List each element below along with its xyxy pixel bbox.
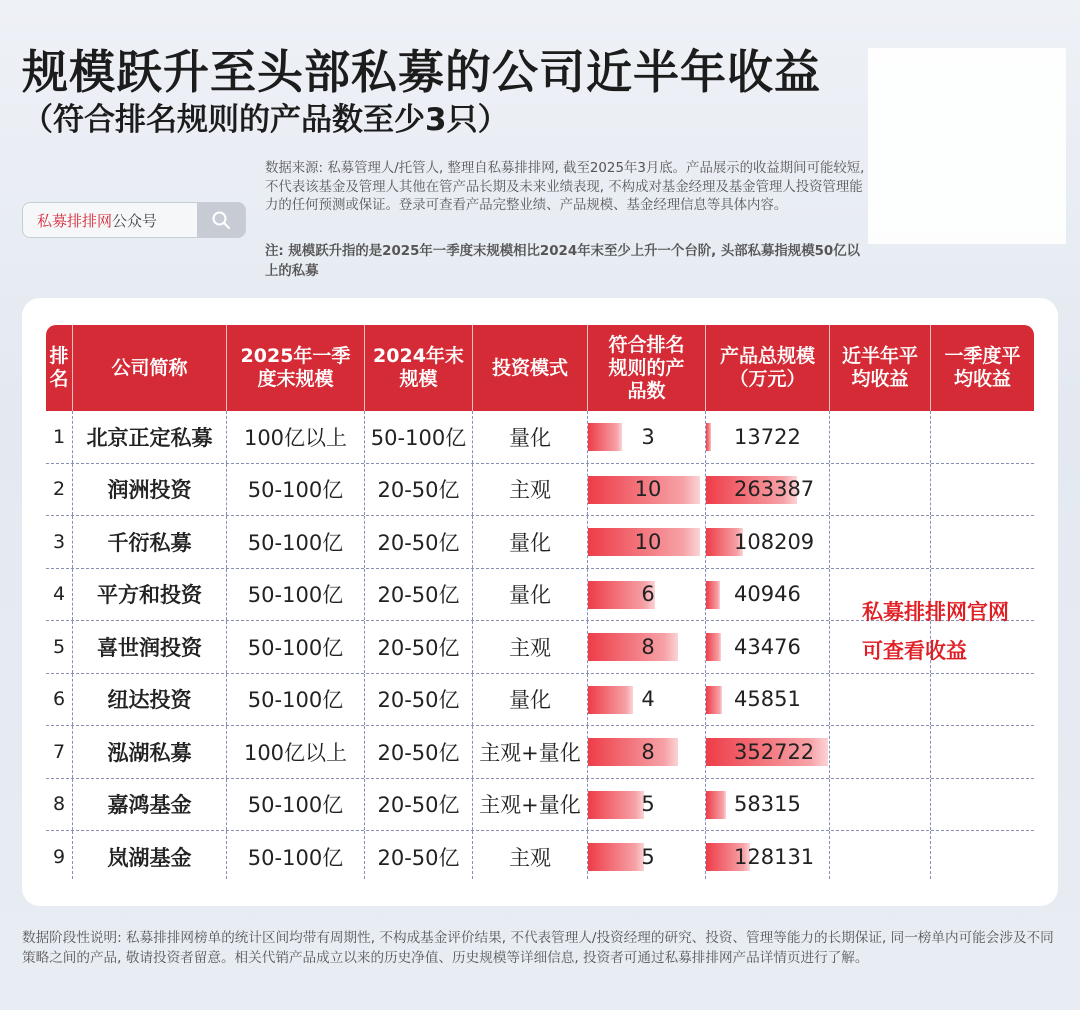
total-scale-cell: [706, 726, 830, 778]
scale-2024-cell: 50-100亿: [365, 411, 473, 463]
header-cell: [73, 325, 227, 411]
scale-2024-cell: 20-50亿: [365, 621, 473, 673]
mode-cell: 主观: [473, 621, 588, 673]
q1-return-cell: [931, 779, 1034, 831]
header-cell: [227, 325, 365, 411]
header-cell: [473, 325, 588, 411]
header-label: 投资模式: [491, 356, 568, 379]
mode-cell: 主观+量化: [473, 726, 588, 778]
total-scale-bar: [706, 633, 721, 661]
search-box[interactable]: [22, 202, 246, 238]
product-count-cell: [588, 726, 706, 778]
total-scale-cell: [706, 674, 830, 726]
blank-panel: [868, 48, 1066, 244]
header-label: 符合排名 规则的产 品数: [608, 333, 685, 402]
total-scale-cell: [706, 516, 830, 568]
table-row: [46, 779, 1034, 832]
total-scale-value: 128131: [734, 845, 815, 870]
rank-cell: 9: [46, 831, 73, 881]
product-count-cell: [588, 621, 706, 673]
company-name-cell: 喜世润投资: [73, 621, 227, 673]
q1-return-cell: [931, 411, 1034, 463]
scale-2024-cell: 20-50亿: [365, 464, 473, 516]
header-cell: [46, 325, 73, 411]
product-count-cell: [588, 516, 706, 568]
scale-2024-cell: 20-50亿: [365, 726, 473, 778]
header-cell: [588, 325, 706, 411]
mode-cell: 主观: [473, 831, 588, 881]
table-row: [46, 464, 1034, 517]
scale-2024-cell: 20-50亿: [365, 516, 473, 568]
scale-2024-cell: 20-50亿: [365, 569, 473, 621]
product-count-cell: [588, 674, 706, 726]
company-name-cell: 岚湖基金: [73, 831, 227, 881]
company-name-cell: 纽达投资: [73, 674, 227, 726]
scale-2024-cell: 20-50亿: [365, 779, 473, 831]
total-scale-bar: [706, 581, 720, 609]
search-button[interactable]: [197, 203, 245, 237]
header-label: 近半年平 均收益: [841, 345, 918, 390]
total-scale-bar: [706, 791, 726, 819]
search-brand: 私募排排网: [37, 211, 113, 230]
note-text: 注: 规模跃升指的是2025年一季度末规模相比2024年末至少上升一个台阶, 头部私募指规模50亿以上的私募: [265, 244, 860, 279]
mode-cell: 量化: [473, 674, 588, 726]
header-label: 一季度平 均收益: [944, 345, 1021, 390]
scale-2025q1-cell: 50-100亿: [227, 831, 365, 881]
promo-line-1: 私募排排网官网: [862, 600, 1009, 624]
header-cell: [365, 325, 473, 411]
product-count-cell: [588, 464, 706, 516]
rank-cell: 8: [46, 779, 73, 831]
half-year-return-cell: [830, 411, 931, 463]
q1-return-cell: [931, 674, 1034, 726]
total-scale-cell: [706, 621, 830, 673]
product-count-cell: [588, 779, 706, 831]
search-icon: [211, 210, 231, 230]
table-row: [46, 726, 1034, 779]
product-count-value: 5: [641, 845, 655, 870]
total-scale-value: 45851: [734, 687, 801, 712]
product-count-cell: [588, 569, 706, 621]
company-name-cell: 泓湖私募: [73, 726, 227, 778]
rank-cell: 6: [46, 674, 73, 726]
scale-2025q1-cell: 50-100亿: [227, 464, 365, 516]
promo-line-2: 可查看收益: [862, 639, 967, 663]
header-cell: [830, 325, 931, 411]
table-row: [46, 516, 1034, 569]
scale-2025q1-cell: 50-100亿: [227, 516, 365, 568]
q1-return-cell: [931, 726, 1034, 778]
search-label: [23, 210, 197, 231]
product-count-value: 5: [641, 792, 655, 817]
total-scale-value: 13722: [734, 424, 801, 449]
product-count-value: 6: [641, 582, 655, 607]
table-row: [46, 674, 1034, 727]
product-count-value: 10: [634, 477, 662, 502]
mode-cell: 量化: [473, 411, 588, 463]
mode-cell: 量化: [473, 569, 588, 621]
product-count-value: 8: [641, 739, 655, 764]
product-count-value: 4: [641, 687, 655, 712]
total-scale-cell: [706, 831, 830, 881]
scale-2024-cell: 20-50亿: [365, 674, 473, 726]
scale-2024-cell: 20-50亿: [365, 831, 473, 881]
q1-return-cell: [931, 831, 1034, 881]
rank-cell: 3: [46, 516, 73, 568]
product-count-value: 3: [641, 424, 655, 449]
product-count-cell: [588, 831, 706, 881]
q1-return-cell: [931, 464, 1034, 516]
total-scale-cell: [706, 464, 830, 516]
total-scale-cell: [706, 411, 830, 463]
product-count-cell: [588, 411, 706, 463]
footer-disclaimer: 数据阶段性说明: 私募排排网榜单的统计区间均带有周期性, 不构成基金评价结果, 不代表管理人/投资经理的研究、投资、管理等能力的长期保证, 同一榜单内可能会涉及不同策略之间的产品, 敬请投资者留意。相关代销产品成立以来的历史净值、历史规模等详细信息, 投资者可通过私募排排网产品详情页进行了解。: [22, 930, 1054, 966]
rank-cell: 2: [46, 464, 73, 516]
mode-cell: 量化: [473, 516, 588, 568]
company-name-cell: 润洲投资: [73, 464, 227, 516]
scale-2025q1-cell: 100亿以上: [227, 726, 365, 778]
product-count-value: 8: [641, 634, 655, 659]
header-cell: [706, 325, 830, 411]
company-name-cell: 平方和投资: [73, 569, 227, 621]
table-header: [46, 325, 1034, 411]
half-year-return-cell: [830, 464, 931, 516]
product-count-value: 10: [634, 529, 662, 554]
header-cell: [931, 325, 1034, 411]
mode-cell: 主观: [473, 464, 588, 516]
half-year-return-cell: [830, 726, 931, 778]
total-scale-bar: [706, 423, 711, 451]
mode-cell: 主观+量化: [473, 779, 588, 831]
table-row: [46, 411, 1034, 464]
total-scale-value: 108209: [734, 529, 815, 554]
scale-2025q1-cell: 100亿以上: [227, 411, 365, 463]
total-scale-bar: [706, 686, 722, 714]
rank-cell: 1: [46, 411, 73, 463]
half-year-return-cell: [830, 674, 931, 726]
page-title: 规模跃升至头部私募的公司近半年收益: [22, 45, 821, 99]
total-scale-value: 40946: [734, 582, 801, 607]
company-name-cell: 嘉鸿基金: [73, 779, 227, 831]
rank-cell: 4: [46, 569, 73, 621]
scale-2025q1-cell: 50-100亿: [227, 569, 365, 621]
total-scale-cell: [706, 779, 830, 831]
company-name-cell: 北京正定私募: [73, 411, 227, 463]
scale-2025q1-cell: 50-100亿: [227, 779, 365, 831]
total-scale-cell: [706, 569, 830, 621]
rank-cell: 5: [46, 621, 73, 673]
page-subtitle: （符合排名规则的产品数至少3只）: [22, 102, 509, 138]
half-year-return-cell: [830, 779, 931, 831]
header-label: 公司简称: [111, 356, 188, 379]
total-scale-value: 58315: [734, 792, 801, 817]
header-label: 排 名: [49, 345, 69, 390]
header-label: 产品总规模 （万元）: [719, 345, 815, 390]
q1-return-cell: [931, 516, 1034, 568]
company-name-cell: 千衍私募: [73, 516, 227, 568]
header-label: 2024年末 规模: [373, 345, 464, 390]
search-suffix: 公众号: [112, 211, 158, 230]
total-scale-value: 263387: [734, 477, 815, 502]
total-scale-value: 352722: [734, 739, 815, 764]
scale-2025q1-cell: 50-100亿: [227, 621, 365, 673]
header-label: 2025年一季 度末规模: [240, 345, 351, 390]
total-scale-value: 43476: [734, 634, 801, 659]
half-year-return-cell: [830, 831, 931, 881]
scale-2025q1-cell: 50-100亿: [227, 674, 365, 726]
data-source-text: 数据来源: 私募管理人/托管人, 整理自私募排排网, 截至2025年3月底。产品展示的收益期间可能较短, 不代表该基金及管理人其他在管产品长期及未来业绩表现, 不构成对基金经理及基金管理人投资管理能力的任何预测或保证。登录可查看产品完整业绩、产品规模、基金经理信息等具体内容。: [265, 161, 865, 213]
promo-text: [862, 593, 1009, 671]
table-row: [46, 831, 1034, 881]
rank-cell: 7: [46, 726, 73, 778]
half-year-return-cell: [830, 516, 931, 568]
